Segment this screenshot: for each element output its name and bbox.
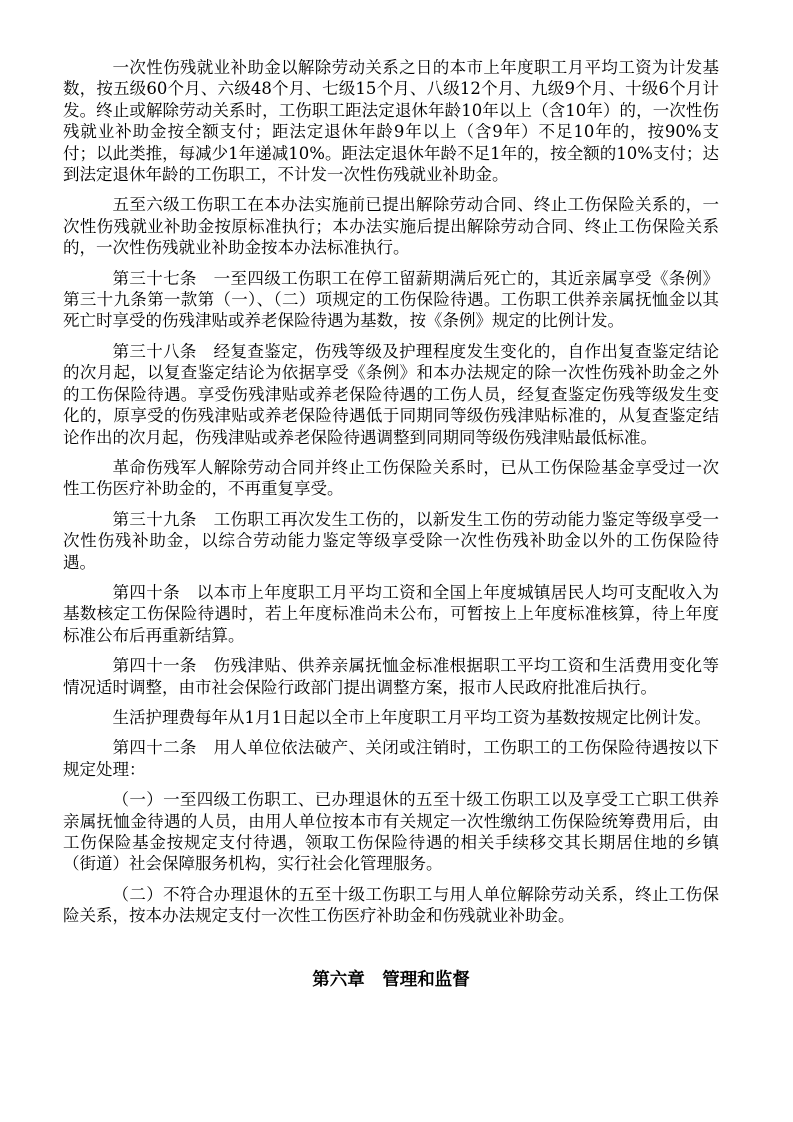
paragraph-disabled-veterans-rule: 革命伤残军人解除劳动合同并终止工伤保险关系时，已从工伤保险基金享受过一次性工伤医疗补助金的，不再重复享受。: [63, 457, 719, 499]
paragraph-article-40: 第四十条 以本市上年度职工月平均工资和全国上年度城镇居民人均可支配收入为基数核定工伤保险待遇时，若上年度标准尚未公布，可暂按上上年度标准核算，待上年度标准公布后再重新结算。: [63, 582, 719, 645]
paragraph-grade5-6-transition-rule: 五至六级工伤职工在本办法实施前已提出解除劳动合同、终止工伤保险关系的，一次性伤残就业补助金按原标准执行；本办法实施后提出解除劳动合同、终止工伤保险关系的，一次性伤残就业补助金按本办法标准执行。: [63, 195, 719, 258]
paragraph-article-38: 第三十八条 经复查鉴定，伤残等级及护理程度发生变化的，自作出复查鉴定结论的次月起，以复查鉴定结论为依据享受《条例》和本办法规定的除一次性伤残补助金之外的工伤保险待遇。享受伤残津贴或养老保险待遇的工伤人员，经复查鉴定伤残等级发生变化的，原享受的伤残津贴或养老保险待遇低于同期同等级伤残津贴标准的，从复查鉴定结论作出的次月起，伤残津贴或养老保险待遇调整到同期同等级伤残津贴最低标准。: [63, 341, 719, 447]
paragraph-article-37: 第三十七条 一至四级工伤职工在停工留薪期满后死亡的，其近亲属享受《条例》第三十九条第一款第（一）、（二）项规定的工伤保险待遇。工伤职工供养亲属抚恤金以其死亡时享受的伤残津贴或养老保险待遇为基数，按《条例》规定的比例计发。: [63, 268, 719, 331]
paragraph-article-42: 第四十二条 用人单位依法破产、关闭或注销时，工伤职工的工伤保险待遇按以下规定处理：: [63, 738, 719, 779]
paragraph-article-42-item-2: （二）不符合办理退休的五至十级工伤职工与用人单位解除劳动关系，终止工伤保险关系，按本办法规定支付一次性工伤医疗补助金和伤残就业补助金。: [63, 884, 719, 926]
paragraph-article-39: 第三十九条 工伤职工再次发生工伤的，以新发生工伤的劳动能力鉴定等级享受一次性伤残补助金，以综合劳动能力鉴定等级享受除一次性伤残补助金以外的工伤保险待遇。: [63, 509, 719, 572]
chapter-6-heading: 第六章 管理和监督: [312, 969, 470, 990]
paragraph-article-41: 第四十一条 伤残津贴、供养亲属抚恤金标准根据职工平均工资和生活费用变化等情况适时调整，由市社会保险行政部门提出调整方案，报市人民政府批准后执行。: [63, 656, 719, 697]
paragraph-article-42-item-1: （一）一至四级工伤职工、已办理退休的五至十级工伤职工以及享受工亡职工供养亲属抚恤金待遇的人员，由用人单位按本市有关规定一次性缴纳工伤保险统筹费用后，由工伤保险基金按规定支付待遇，领取工伤保险待遇的相关手续移交其长期居住地的乡镇（街道）社会保障服务机构，实行社会化管理服务。: [63, 790, 719, 874]
paragraph-nursing-fee-rule: 生活护理费每年从1月1日起以全市上年度职工月平均工资为基数按规定比例计发。: [112, 707, 711, 727]
paragraph-lump-sum-employment-subsidy-base: 一次性伤残就业补助金以解除劳动关系之日的本市上年度职工月平均工资为计发基数，按五级60个月、六级48个月、七级15个月、八级12个月、九级9个月、十级6个月计发。终止或解除劳动关系时，工伤职工距法定退休年龄10年以上（含10年）的，一次性伤残就业补助金按全额支付；距法定退休年龄9年以上（含9年）不足10年的，按90%支付；以此类推，每减少1年递减10%。距法定退休年龄不足1年的，按全额的10%支付；达到法定退休年龄的工伤职工，不计发一次性伤残就业补助金。: [63, 58, 719, 185]
